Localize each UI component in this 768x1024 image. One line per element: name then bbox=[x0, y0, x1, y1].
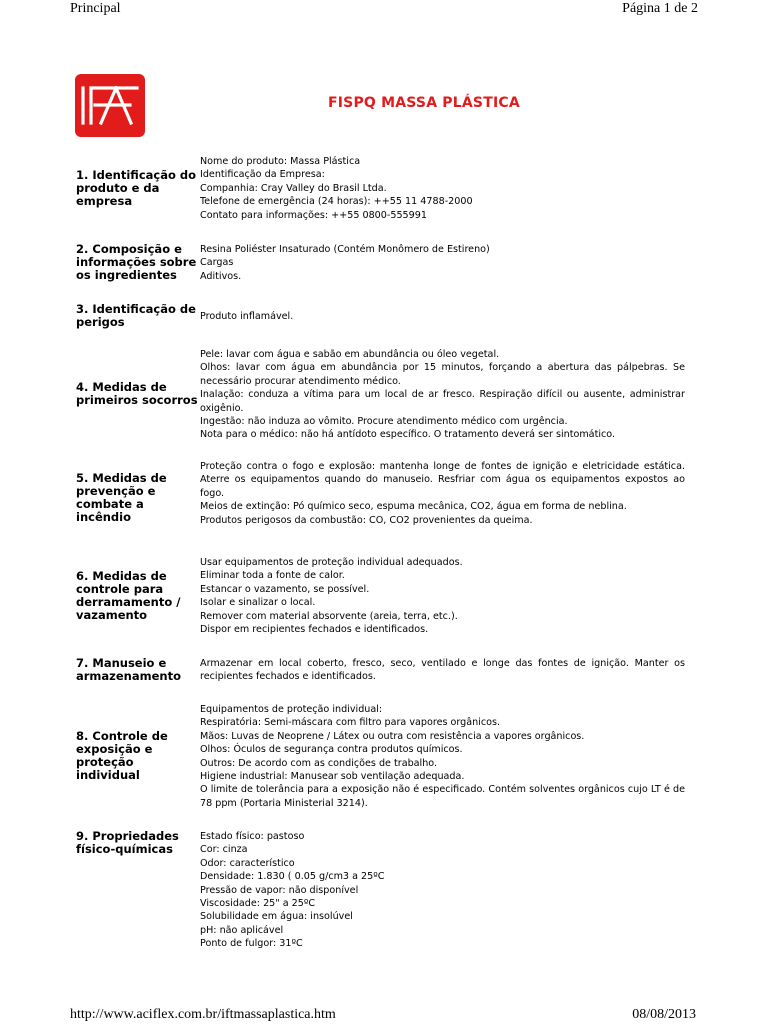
section-line: Solubilidade em água: insolúvel bbox=[200, 911, 353, 923]
document-title: FISPQ MASSA PLÁSTICA bbox=[328, 95, 520, 111]
section-line: Ingestão: não induza ao vômito. Procure atendimento médico com urgência. bbox=[200, 416, 568, 428]
section-line: O limite de tolerância para a exposição não é especificado. Contém solventes orgânicos cujo LT é de 78 ppm (Portaria Ministerial 3214). bbox=[200, 784, 685, 809]
section-heading: 9. Propriedades físico-químicas bbox=[76, 829, 179, 856]
section-line: Nome do produto: Massa Plástica bbox=[200, 156, 361, 167]
section-line: Armazenar em local coberto, fresco, seco, ventilado e longe das fontes de ignição. Manter os recipientes fechados e identificados. bbox=[200, 658, 685, 683]
section-line: Resina Poliéster Insaturado (Contém Monômero de Estireno) bbox=[200, 244, 490, 255]
section-body bbox=[200, 155, 685, 222]
section-line: Dispor em recipientes fechados e identificados. bbox=[200, 624, 429, 636]
section-body bbox=[200, 830, 685, 951]
print-footer-date: 08/08/2013 bbox=[632, 1007, 696, 1022]
section-line: pH: não aplicável bbox=[200, 924, 284, 936]
section-line: Aditivos. bbox=[200, 270, 242, 282]
section-line: Contato para informações: ++55 0800-555991 bbox=[200, 209, 427, 221]
section-body bbox=[200, 460, 685, 527]
section-body bbox=[200, 657, 685, 684]
section-line: Pele: lavar com água e sabão em abundância ou óleo vegetal. bbox=[200, 349, 500, 360]
section-line: Remover com material absorvente (areia, terra, etc.). bbox=[200, 610, 458, 622]
section-line: Identificação da Empresa: bbox=[200, 169, 325, 181]
section-line: Produtos perigosos da combustão: CO, CO2 provenientes da queima. bbox=[200, 514, 533, 526]
section-line: Companhia: Cray Valley do Brasil Ltda. bbox=[200, 182, 387, 194]
section-line: Ponto de fulgor: 31ºC bbox=[200, 938, 303, 950]
section-line: Inalação: conduza a vítima para um local de ar fresco. Respiração difícil ou ausente, administrar oxigênio. bbox=[200, 389, 685, 414]
print-header-left: Principal bbox=[70, 1, 121, 16]
section-line: Eliminar toda a fonte de calor. bbox=[200, 570, 345, 582]
section-line: Cargas bbox=[200, 257, 234, 269]
section-line: Nota para o médico: não há antídoto específico. O tratamento deverá ser sintomático. bbox=[200, 429, 616, 441]
section-heading: 4. Medidas de primeiros socorros bbox=[76, 380, 198, 407]
section-line: Olhos: Óculos de segurança contra produtos químicos. bbox=[200, 744, 463, 756]
company-logo bbox=[75, 74, 145, 137]
section-line: Produto inflamável. bbox=[200, 311, 294, 322]
print-header-page-count: Página 1 de 2 bbox=[622, 1, 698, 16]
section-heading: 6. Medidas de controle para derramamento / vazamento bbox=[76, 569, 181, 622]
section-line: Cor: cinza bbox=[200, 844, 248, 856]
section-line: Olhos: lavar com água em abundância por 15 minutos, forçando a abertura das pálpebras. Se necessário procurar atendimento médico. bbox=[200, 362, 685, 387]
print-footer-url: http://www.aciflex.com.br/iftmassaplastica.htm bbox=[70, 1007, 336, 1022]
section-body bbox=[200, 310, 685, 323]
print-header bbox=[70, 0, 698, 20]
section-line: Respiratória: Semi-máscara com filtro para vapores orgânicos. bbox=[200, 717, 501, 729]
company-logo-mark bbox=[75, 74, 145, 137]
section-heading: 7. Manuseio e armazenamento bbox=[76, 656, 181, 683]
section-heading: 1. Identificação do produto e da empresa bbox=[76, 168, 197, 208]
section-line: Densidade: 1.830 ( 0.05 g/cm3 a 25ºC bbox=[200, 871, 385, 883]
section-line: Usar equipamentos de proteção individual adequados. bbox=[200, 557, 463, 568]
section-line: Telefone de emergência (24 horas): ++55 11 4788-2000 bbox=[200, 196, 473, 208]
section-body bbox=[200, 348, 685, 442]
section-line: Mãos: Luvas de Neoprene / Látex ou outra com resistência a vapores orgânicos. bbox=[200, 730, 585, 742]
section-line: Equipamentos de proteção individual: bbox=[200, 704, 383, 715]
section-body bbox=[200, 243, 685, 283]
section-heading: 3. Identificação de perigos bbox=[76, 302, 196, 329]
section-line: Estado físico: pastoso bbox=[200, 831, 305, 842]
section-line: Outros: De acordo com as condições de trabalho. bbox=[200, 757, 438, 769]
print-footer bbox=[70, 1006, 696, 1024]
section-body bbox=[200, 703, 685, 810]
section-line: Viscosidade: 25" a 25ºC bbox=[200, 898, 316, 910]
section-line: Meios de extinção: Pó químico seco, espuma mecânica, CO2, água em forma de neblina. bbox=[200, 501, 627, 513]
section-heading: 8. Controle de exposição e proteção individual bbox=[76, 729, 168, 782]
section-line: Isolar e sinalizar o local. bbox=[200, 597, 316, 609]
section-body bbox=[200, 556, 685, 636]
section-heading: 5. Medidas de prevenção e combate a incêndio bbox=[76, 471, 167, 524]
section-line: Higiene industrial: Manusear sob ventilação adequada. bbox=[200, 771, 465, 783]
section-heading: 2. Composição e informações sobre os ingredientes bbox=[76, 242, 197, 282]
section-line: Estancar o vazamento, se possível. bbox=[200, 583, 370, 595]
section-line: Pressão de vapor: não disponível bbox=[200, 884, 359, 896]
section-line: Odor: característico bbox=[200, 857, 295, 869]
section-line: Proteção contra o fogo e explosão: mantenha longe de fontes de ignição e eletricidade estática. Aterre os equipamentos quando do manuseio. Resfriar com água os equipamentos expostos ao fogo. bbox=[200, 461, 685, 499]
